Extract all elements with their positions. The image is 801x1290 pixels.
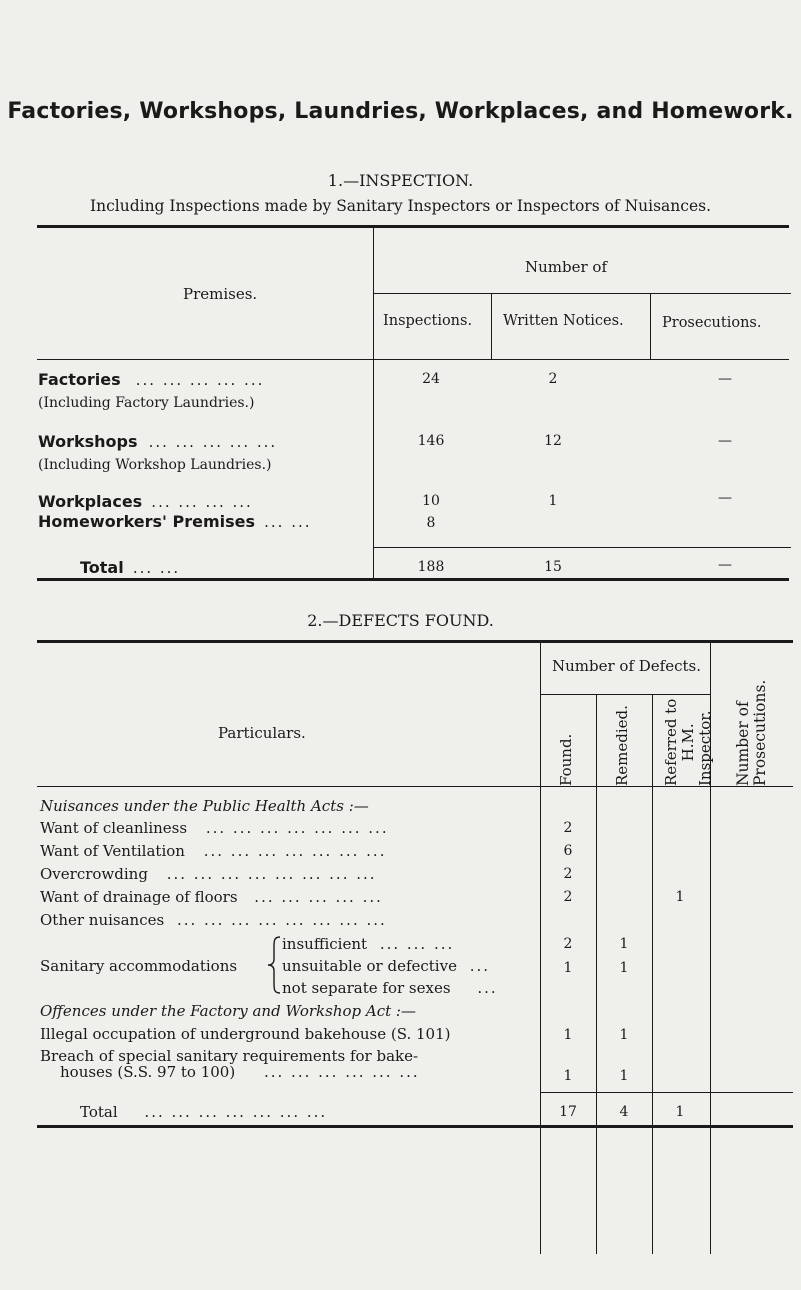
referred-value: 1 xyxy=(675,889,685,905)
col-prosecutions-header: Prosecutions. xyxy=(662,315,762,331)
premises-label: Workplaces xyxy=(38,492,143,511)
col-premises-header: Premises. xyxy=(183,285,258,303)
table-row xyxy=(60,1063,420,1081)
defect-label: Illegal occupation of underground bakehouse (S. 101) xyxy=(40,1025,451,1043)
table1-divider xyxy=(491,293,492,360)
defect-label: Want of Ventilation xyxy=(40,842,185,860)
defect-label: unsuitable or defective xyxy=(282,957,457,975)
found-value: 2 xyxy=(563,936,573,952)
table2-top-rule xyxy=(37,640,793,643)
table2-divider xyxy=(596,694,597,1254)
table1-header-rule xyxy=(37,359,789,360)
found-value: 1 xyxy=(563,1027,573,1043)
premises-sublabel: (Including Workshop Laundries.) xyxy=(38,457,272,473)
notices-value: 2 xyxy=(548,371,558,387)
offences-heading: Offences under the Factory and Workshop Act :— xyxy=(40,1002,416,1020)
remedied-value: 1 xyxy=(619,936,629,952)
leader-dots: ... ... ... ... ... ... ... ... xyxy=(176,911,387,929)
col-number-of-defects-header: Number of Defects. xyxy=(552,657,702,675)
table-row xyxy=(40,1025,450,1043)
leader-dots: ... ... ... ... ... ... ... xyxy=(203,842,387,860)
leader-dots: ... ... ... ... ... ... ... xyxy=(205,819,389,837)
table2-subheader-rule xyxy=(540,694,710,695)
col-referred-line: H.M. xyxy=(679,723,697,762)
table2-bottom-rule xyxy=(37,1125,793,1128)
inspections-value: 8 xyxy=(426,515,436,531)
col-number-of-prosecutions-header xyxy=(735,680,769,786)
leader-dots: ... ... xyxy=(264,513,312,531)
col-number-of-header: Number of xyxy=(525,258,608,276)
table-row xyxy=(40,888,383,906)
col-written-notices-header: Written Notices. xyxy=(503,313,624,329)
total-inspections: 188 xyxy=(417,559,445,575)
nuisances-heading: Nuisances under the Public Health Acts :— xyxy=(40,797,369,815)
defect-label: Want of drainage of floors xyxy=(40,888,238,906)
leader-dots: ... ... ... ... ... xyxy=(254,888,383,906)
prosecutions-value: — xyxy=(718,433,732,449)
table1-bottom-rule xyxy=(37,578,789,581)
defect-label: Overcrowding xyxy=(40,865,148,883)
col-remedied-header: Remedied. xyxy=(613,705,631,786)
premises-sublabel: (Including Factory Laundries.) xyxy=(38,395,255,411)
table2-header-rule xyxy=(37,786,793,787)
remedied-value: 1 xyxy=(619,1068,629,1084)
found-value: 6 xyxy=(563,843,573,859)
total-row xyxy=(80,1103,327,1121)
leader-dots: ... ... ... xyxy=(379,935,455,953)
found-value: 2 xyxy=(563,866,573,882)
defect-label: insufficient xyxy=(282,935,368,953)
total-row xyxy=(80,558,180,577)
curly-brace-icon xyxy=(266,935,282,995)
inspections-value: 146 xyxy=(417,433,445,449)
table-row xyxy=(38,432,277,451)
premises-label: Factories xyxy=(38,370,121,389)
notices-value: 12 xyxy=(544,433,562,449)
leader-dots: ... xyxy=(469,957,491,975)
table-row xyxy=(40,911,387,929)
table1-divider xyxy=(650,293,651,360)
col-prosecutions-line: Number of xyxy=(734,701,752,786)
table2-divider xyxy=(540,643,541,1254)
table-row xyxy=(40,842,386,860)
defect-label: Want of cleanliness xyxy=(40,819,188,837)
inspection-heading: 1.—INSPECTION. xyxy=(327,171,474,190)
col-particulars-header: Particulars. xyxy=(218,724,306,742)
leader-dots: ... ... ... ... ... ... xyxy=(263,1063,420,1081)
table-row xyxy=(282,957,490,975)
remedied-value: 1 xyxy=(619,960,629,976)
table2-total-rule xyxy=(540,1092,793,1093)
page-title: Factories, Workshops, Laundries, Workplaces, and Homework. xyxy=(7,99,794,124)
premises-label: Workshops xyxy=(38,432,138,451)
table-row xyxy=(38,370,264,389)
table-row xyxy=(38,492,253,511)
col-referred-header xyxy=(663,699,714,786)
table1-subheader-rule xyxy=(373,293,791,294)
leader-dots: ... xyxy=(477,979,498,997)
remedied-value: 1 xyxy=(619,1027,629,1043)
table-row xyxy=(282,979,498,997)
leader-dots: ... ... ... ... ... xyxy=(135,371,265,389)
total-remedied: 4 xyxy=(619,1104,629,1120)
total-found: 17 xyxy=(559,1104,577,1120)
defect-label: Breach of special sanitary requirements for bake- xyxy=(40,1047,419,1065)
prosecutions-value: — xyxy=(718,490,732,506)
total-referred: 1 xyxy=(675,1104,685,1120)
table2-divider xyxy=(652,694,653,1254)
defect-label: Other nuisances xyxy=(40,911,165,929)
prosecutions-value: — xyxy=(718,371,732,387)
table-row xyxy=(38,512,312,531)
table1-top-rule xyxy=(37,225,789,228)
leader-dots: ... ... xyxy=(132,559,181,577)
leader-dots: ... ... ... ... ... ... ... xyxy=(144,1103,328,1121)
notices-value: 1 xyxy=(548,493,558,509)
leader-dots: ... ... ... ... ... xyxy=(148,433,278,451)
total-label: Total xyxy=(80,1103,118,1121)
col-referred-line: Inspector. xyxy=(696,710,714,786)
sanitary-accommodations-label: Sanitary accommodations xyxy=(40,957,238,975)
leader-dots: ... ... ... ... ... ... ... ... xyxy=(166,865,377,883)
defects-heading: 2.—DEFECTS FOUND. xyxy=(307,611,494,630)
total-prosecutions: — xyxy=(718,557,732,573)
col-inspections-header: Inspections. xyxy=(383,313,473,329)
col-referred-line: Referred to xyxy=(662,698,680,786)
table-row xyxy=(282,935,454,953)
table-row xyxy=(40,865,377,883)
table-row xyxy=(40,819,389,837)
table1-total-rule xyxy=(373,547,791,548)
inspections-value: 10 xyxy=(422,493,440,509)
inspections-value: 24 xyxy=(422,371,440,387)
leader-dots: ... ... ... ... xyxy=(151,493,253,511)
inspection-subheading: Including Inspections made by Sanitary Inspectors or Inspectors of Nuisances. xyxy=(89,197,712,215)
found-value: 1 xyxy=(563,1068,573,1084)
defect-label: not separate for sexes xyxy=(282,979,451,997)
col-found-header: Found. xyxy=(557,733,575,786)
found-value: 2 xyxy=(563,820,573,836)
col-prosecutions-line: Prosecutions. xyxy=(751,679,769,786)
premises-label: Homeworkers' Premises xyxy=(38,512,256,531)
found-value: 1 xyxy=(563,960,573,976)
total-notices: 15 xyxy=(544,559,562,575)
table1-divider xyxy=(373,228,374,578)
total-label: Total xyxy=(80,558,124,577)
found-value: 2 xyxy=(563,889,573,905)
defect-label: houses (S.S. 97 to 100) xyxy=(60,1063,236,1081)
